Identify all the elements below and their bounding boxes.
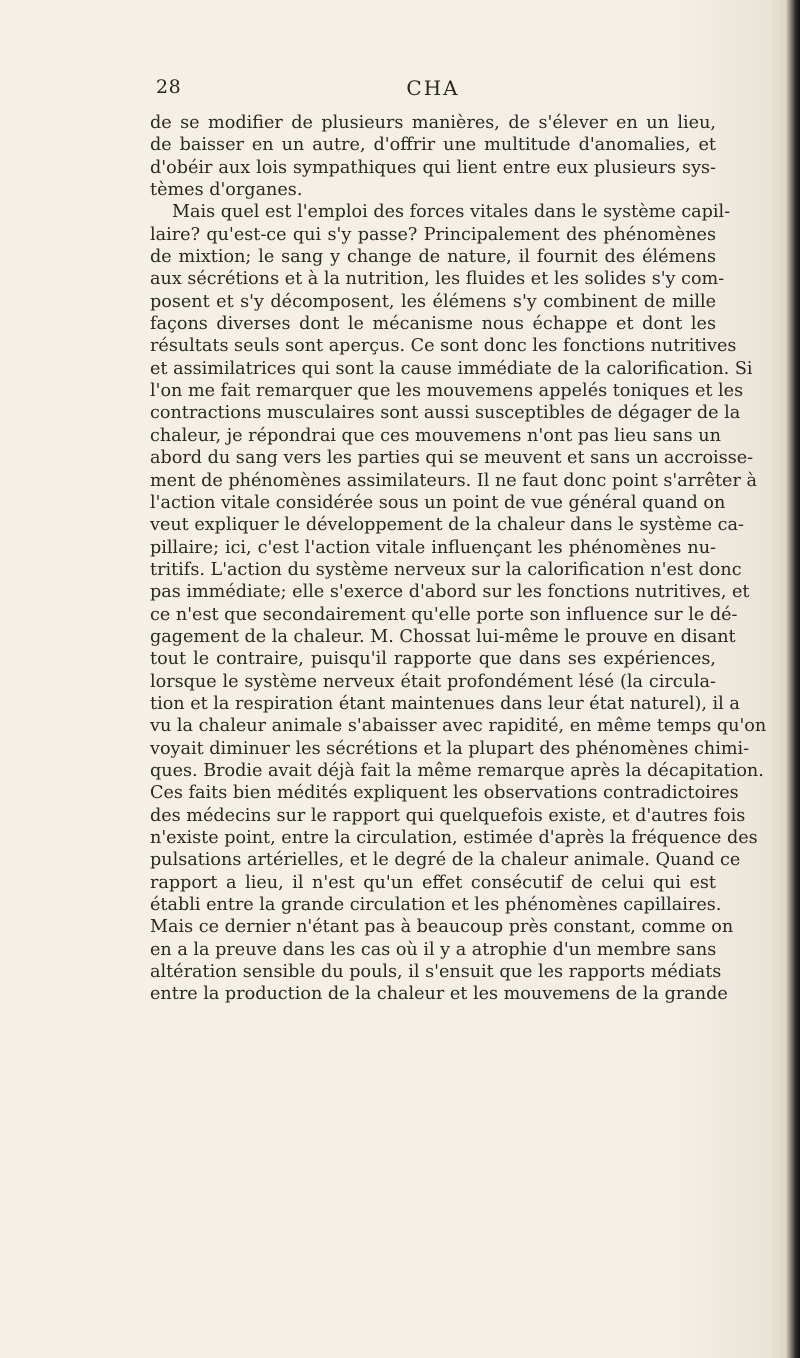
text-line: pas immédiate; elle s'exerce d'abord sur les fonctions nutritives, et [150,582,750,603]
text-line: résultats seuls sont aperçus. Ce sont donc les fonctions nutritives [150,336,737,357]
text-line: des médecins sur le rapport qui quelquefois existe, et d'autres fois [150,805,746,826]
text-line: abord du sang vers les parties qui se meuvent et sans un accroisse- [150,448,754,469]
text-line: ment de phénomènes assimilateurs. Il ne faut donc point s'arrêter à [150,470,757,491]
text-line: l'on me fait remarquer que les mouvemens appelés toniques et les [150,381,744,402]
text-line: gagement de la chaleur. M. Chossat lui-même le prouve en disant [150,626,736,647]
running-title: CHA [406,76,460,100]
text-line: pulsations artérielles, et le degré de la chaleur animale. Quand ce [150,850,741,871]
text-line: et assimilatrices qui sont la cause immédiate de la calorification. Si [150,358,753,379]
text-line: de mixtion; le sang y change de nature, il fournit des élémens [150,247,716,268]
text-line: de baisser en un autre, d'offrir une multitude d'anomalies, et [150,135,716,156]
page-number: 28 [156,76,182,98]
body-text [150,112,767,1006]
text-line: tout le contraire, puisqu'il rapporte que dans ses expériences, [150,649,716,670]
text-line: laire? qu'est-ce qui s'y passe? Principalement des phénomènes [150,224,716,245]
text-line: façons diverses dont le mécanisme nous échappe et dont les [150,314,716,335]
text-line: tèmes d'organes. [150,180,303,201]
running-head [148,76,718,104]
text-line: Mais quel est l'emploi des forces vitales dans le système capil- [172,202,731,223]
text-line: établi entre la grande circulation et les phénomènes capillaires. [150,895,722,916]
text-line: Mais ce dernier n'étant pas à beaucoup près constant, comme on [150,917,734,938]
text-line: n'existe point, entre la circulation, estimée d'après la fréquence des [150,828,758,848]
text-line: lorsque le système nerveux était profondément lésé (la circula- [150,671,716,692]
text-line: entre la production de la chaleur et les mouvemens de la grande [150,984,728,1005]
text-line: altération sensible du pouls, il s'ensuit que les rapports médiats [150,962,722,983]
text-line: voyait diminuer les sécrétions et la plupart des phénomènes chimi- [150,738,750,759]
text-line: en a la preuve dans les cas où il y a atrophie d'un membre sans [150,939,717,960]
text-line: ques. Brodie avait déjà fait la même remarque après la décapitation. [150,760,764,781]
text-line: chaleur, je répondrai que ces mouvemens n'ont pas lieu sans un [150,425,721,446]
text-line: d'obéir aux lois sympathiques qui lient entre eux plusieurs sys- [150,157,716,178]
text-line: posent et s'y décomposent, les élémens s'y combinent de mille [150,291,716,312]
text-line: pillaire; ici, c'est l'action vitale influençant les phénomènes nu- [150,537,716,558]
text-line: tion et la respiration étant maintenues dans leur état naturel), il a [150,693,740,714]
text-line: tritifs. L'action du système nerveux sur la calorification n'est donc [150,559,742,580]
text-line: veut expliquer le développement de la chaleur dans le système ca- [150,515,744,536]
text-line: rapport a lieu, il n'est qu'un effet consécutif de celui qui est [150,872,716,893]
text-line: l'action vitale considérée sous un point de vue général quand on [150,492,726,513]
text-line: de se modifier de plusieurs manières, de s'élever en un lieu, [150,113,716,133]
text-line: Ces faits bien médités expliquent les observations contradictoires [150,783,739,804]
text-line: ce n'est que secondairement qu'elle porte son influence sur le dé- [150,604,738,625]
page-edge-shadow [786,0,800,1358]
text-line: vu la chaleur animale s'abaisser avec rapidité, en même temps qu'on [150,716,767,737]
text-line: aux sécrétions et à la nutrition, les fluides et les solides s'y com- [150,269,725,290]
text-line: contractions musculaires sont aussi susceptibles de dégager de la [150,403,741,424]
